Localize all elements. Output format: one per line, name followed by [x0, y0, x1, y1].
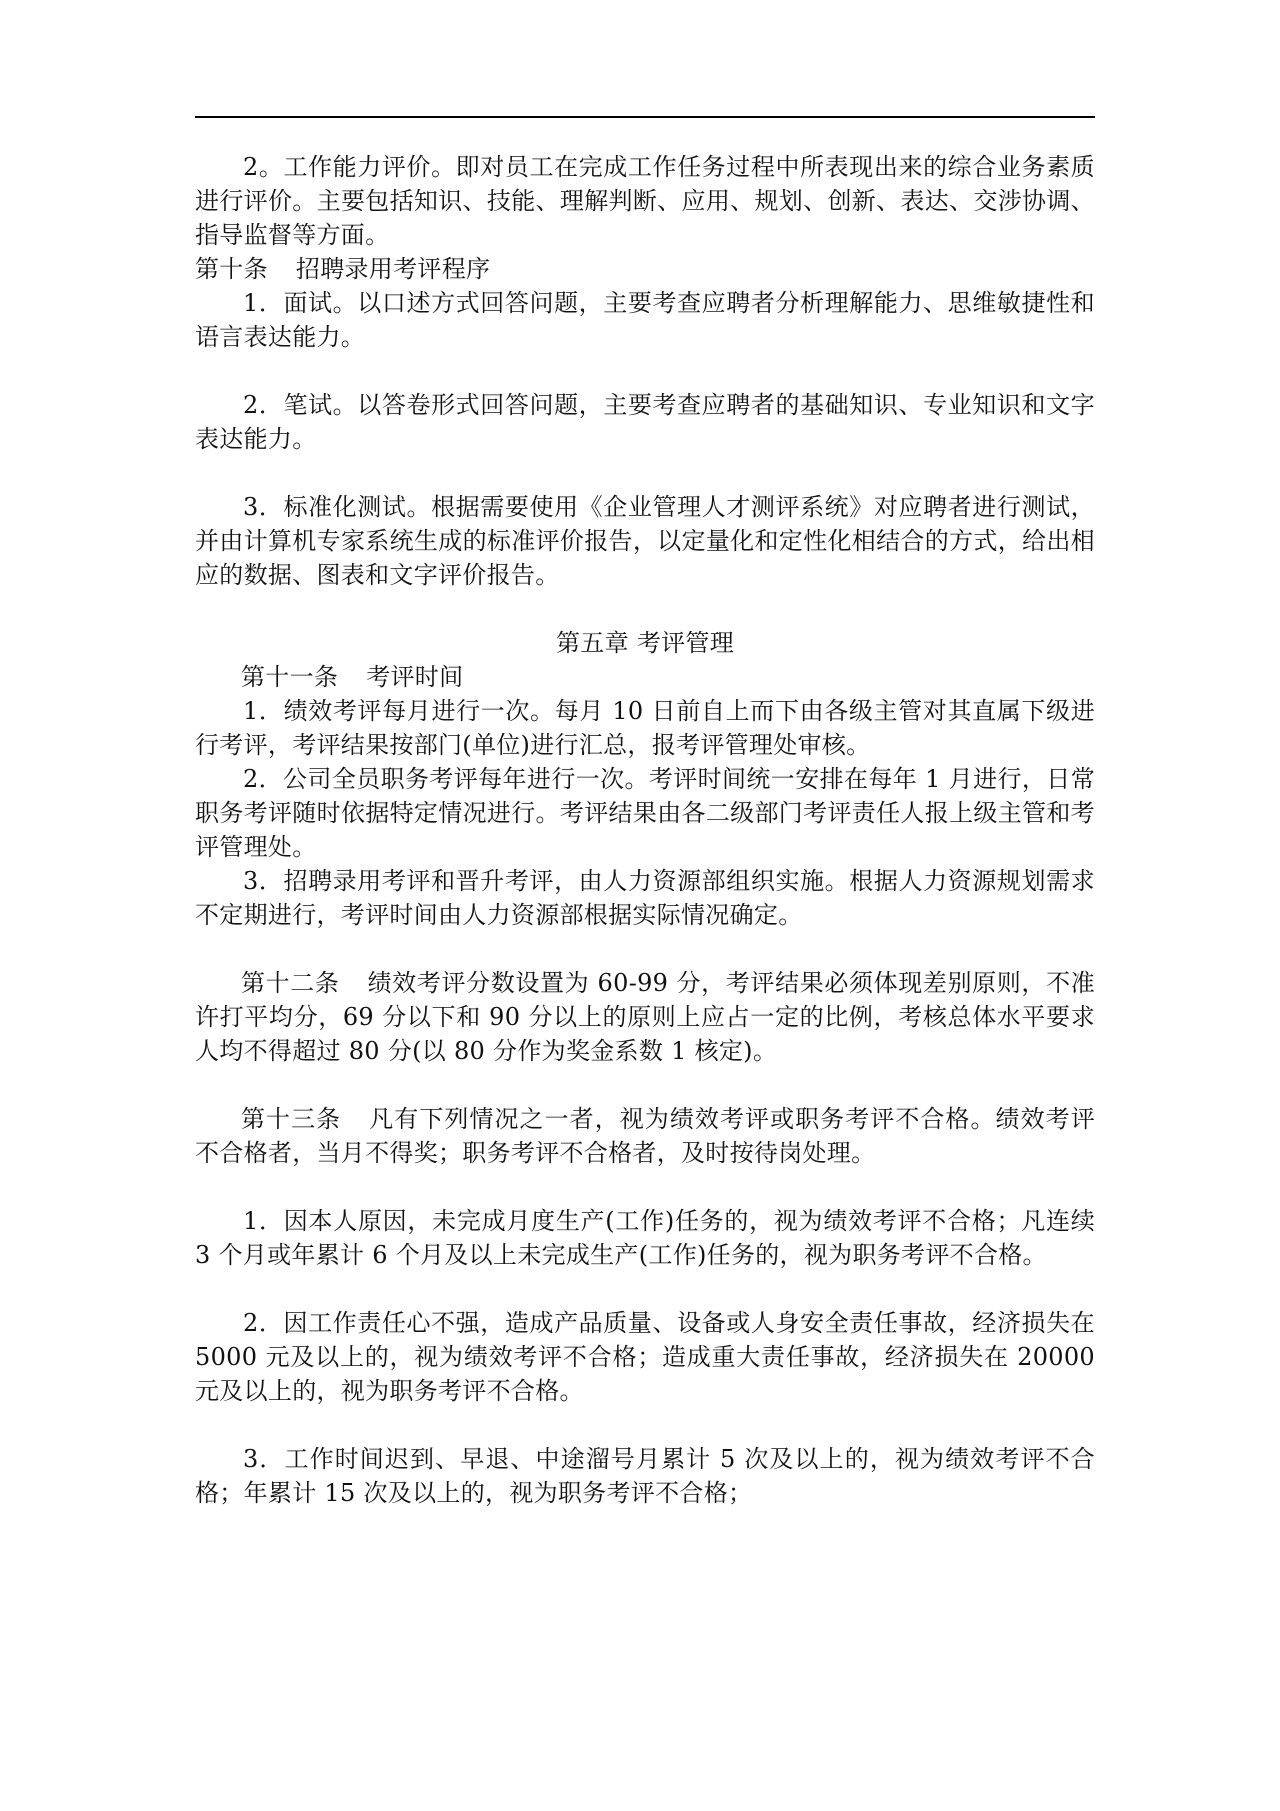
- article-12-text: 绩效考评分数设置为 60-99 分，考评结果必须体现差别原则，不准许打平均分，69 分以下和 90 分以上的原则上应占一定的比例，考核总体水平要求人均不得超过 80 分(以 80 分作为奖金系数 1 核定)。: [195, 969, 1096, 1065]
- article-10-heading: [195, 252, 1095, 286]
- article-12-label: 第十二条: [241, 969, 340, 997]
- article-13-text: 凡有下列情况之一者，视为绩效考评或职务考评不合格。绩效考评不合格者，当月不得奖；职务考评不合格者，及时按待岗处理。: [195, 1105, 1095, 1167]
- article-13-item-3: 3．工作时间迟到、早退、中途溜号月累计 5 次及以上的，视为绩效考评不合格；年累计 15 次及以上的，视为职务考评不合格；: [195, 1445, 1095, 1507]
- document-body: [195, 150, 1095, 1510]
- article-11-title: 考评时间: [366, 663, 464, 691]
- article-10-item-1: 1．面试。以口述方式回答问题，主要考查应聘者分析理解能力、思维敏捷性和语言表达能力。: [195, 289, 1095, 351]
- article-13-item-1: 1．因本人原因，未完成月度生产(工作)任务的，视为绩效考评不合格；凡连续 3 个月或年累计 6 个月及以上未完成生产(工作)任务的，视为职务考评不合格。: [195, 1207, 1095, 1269]
- article-11-heading: [195, 660, 1095, 694]
- article-13-item-2: 2．因工作责任心不强，造成产品质量、设备或人身安全责任事故，经济损失在 5000 元及以上的，视为绩效考评不合格；造成重大责任事故，经济损失在 20000 元及以上的，视为职务考评不合格。: [195, 1309, 1095, 1405]
- article-11-item-3: 3．招聘录用考评和晋升考评，由人力资源部组织实施。根据人力资源规划需求不定期进行，考评时间由人力资源部根据实际情况确定。: [195, 867, 1095, 929]
- article-10-item-2: 2．笔试。以答卷形式回答问题，主要考查应聘者的基础知识、专业知识和文字表达能力。: [195, 391, 1095, 453]
- article-13-label: 第十三条: [241, 1105, 342, 1133]
- header-rule: [195, 116, 1095, 118]
- article-11-item-2: 2．公司全员职务考评每年进行一次。考评时间统一安排在每年 1 月进行，日常职务考评随时依据特定情况进行。考评结果由各二级部门考评责任人报上级主管和考评管理处。: [195, 765, 1095, 861]
- article-12-paragraph: [195, 966, 1095, 1068]
- article-10-label: 第十条: [195, 255, 268, 283]
- paragraph-work-ability: 2。工作能力评价。即对员工在完成工作任务过程中所表现出来的综合业务素质进行评价。主要包括知识、技能、理解判断、应用、规划、创新、表达、交涉协调、指导监督等方面。: [195, 153, 1095, 249]
- article-10-title: 招聘录用考评程序: [295, 255, 491, 283]
- article-11-label: 第十一条: [241, 663, 339, 691]
- article-11-item-1: 1．绩效考评每月进行一次。每月 10 日前自上而下由各级主管对其直属下级进行考评，考评结果按部门(单位)进行汇总，报考评管理处审核。: [195, 697, 1095, 759]
- chapter-5-title: 第五章 考评管理: [555, 629, 735, 657]
- article-13-paragraph: [195, 1102, 1095, 1170]
- article-10-item-3: 3．标准化测试。根据需要使用《企业管理人才测评系统》对应聘者进行测试，并由计算机专家系统生成的标准评价报告，以定量化和定性化相结合的方式，给出相应的数据、图表和文字评价报告。: [195, 493, 1095, 589]
